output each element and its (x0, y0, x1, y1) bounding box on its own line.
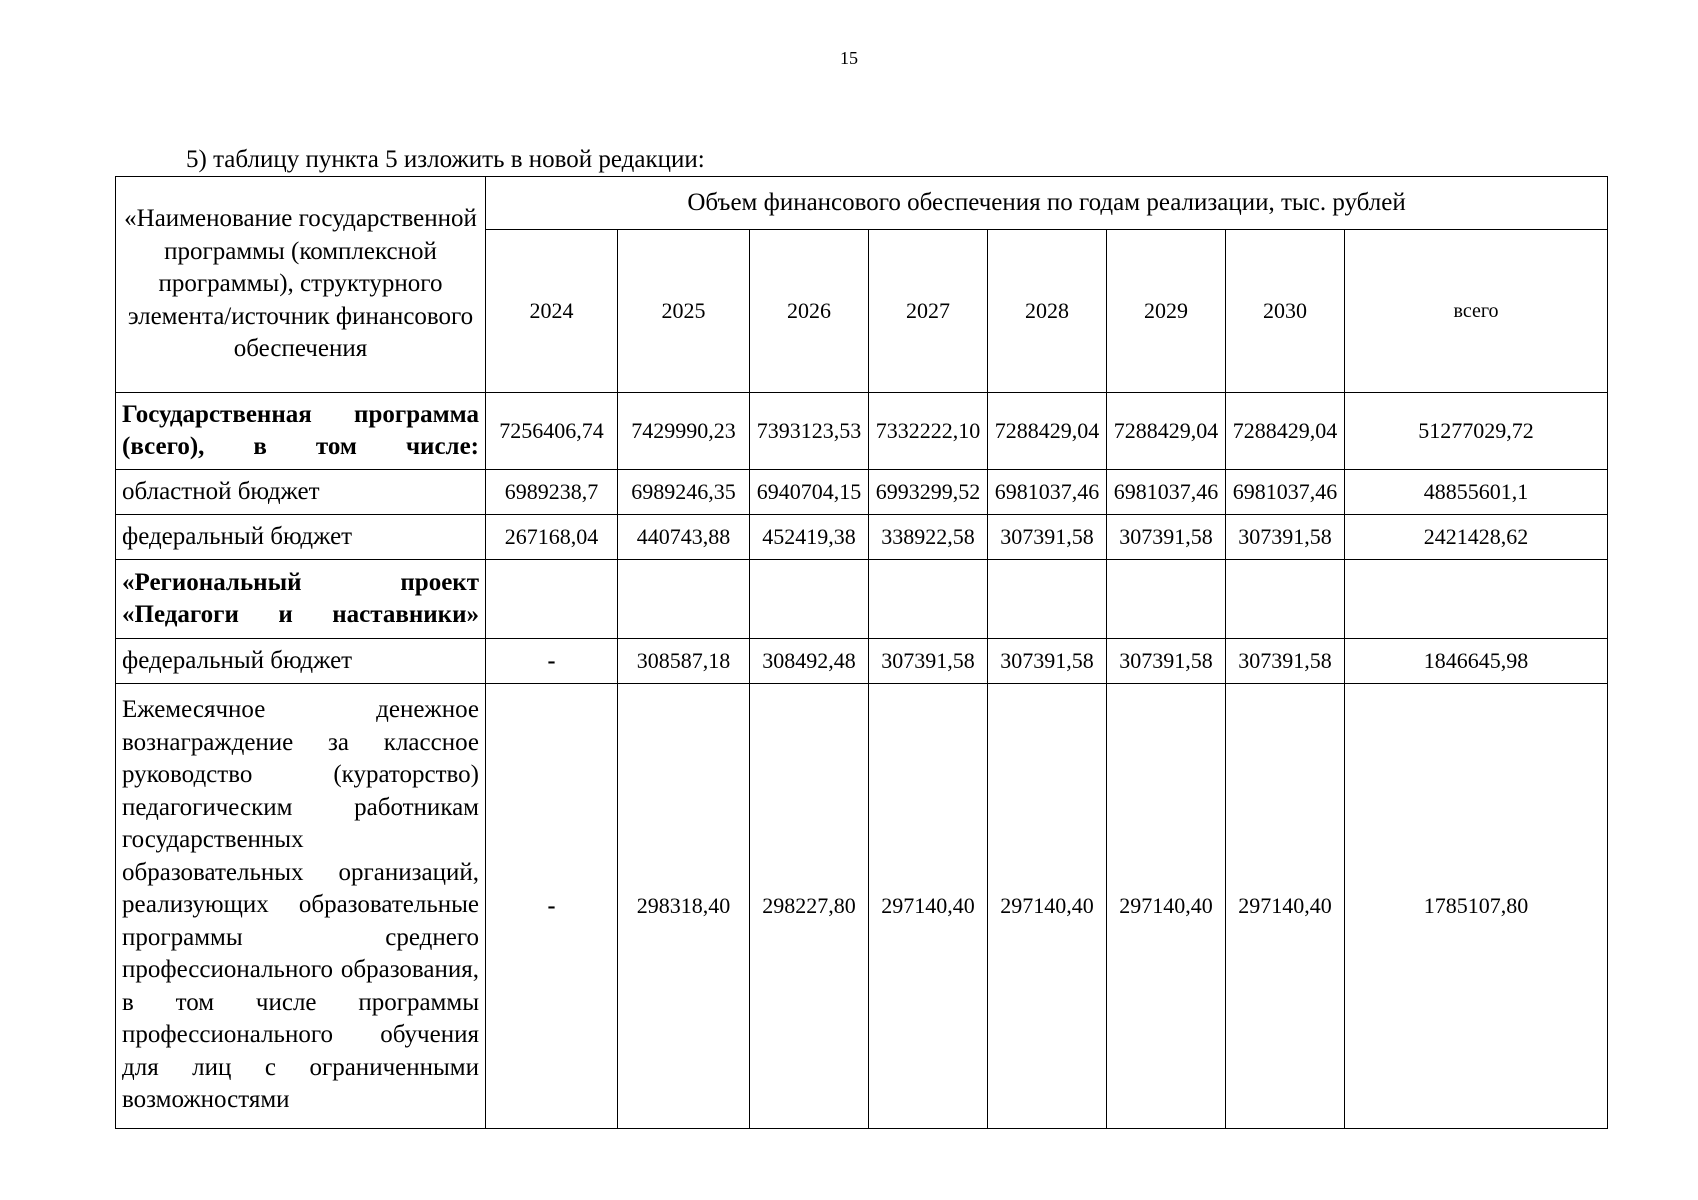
year-header: 2028 (988, 230, 1107, 393)
value-cell (1107, 560, 1226, 639)
value-cell: 307391,58 (988, 639, 1107, 684)
table-row (116, 560, 1608, 639)
value-cell: 6940704,15 (750, 470, 869, 515)
value-cell: 6981037,46 (1226, 470, 1345, 515)
table-row (116, 515, 1608, 560)
year-header: 2026 (750, 230, 869, 393)
total-header: всего (1345, 230, 1608, 393)
value-cell: 297140,40 (869, 684, 988, 1129)
value-cell: 307391,58 (869, 639, 988, 684)
value-cell (1226, 560, 1345, 639)
value-cell: 308492,48 (750, 639, 869, 684)
name-column-header: «Наименование государственной программы (комплексной программы), структурного элемента/источник финансового обеспечения (116, 177, 486, 393)
value-cell: 7393123,53 (750, 393, 869, 470)
value-cell: - (486, 684, 618, 1129)
total-cell: 1785107,80 (1345, 684, 1608, 1129)
value-cell: 7332222,10 (869, 393, 988, 470)
row-label: федеральный бюджет (116, 515, 486, 560)
value-cell: 6981037,46 (988, 470, 1107, 515)
value-cell: 297140,40 (1226, 684, 1345, 1129)
value-cell: 6993299,52 (869, 470, 988, 515)
total-cell: 2421428,62 (1345, 515, 1608, 560)
row-label: «Региональный проект «Педагоги и наставники» (116, 560, 486, 639)
value-cell: 6981037,46 (1107, 470, 1226, 515)
value-cell: 298318,40 (618, 684, 750, 1129)
value-cell: 338922,58 (869, 515, 988, 560)
financing-table (115, 176, 1608, 1129)
value-cell: 440743,88 (618, 515, 750, 560)
value-cell (988, 560, 1107, 639)
total-cell: 51277029,72 (1345, 393, 1608, 470)
value-cell: 7288429,04 (988, 393, 1107, 470)
page-number: 15 (840, 48, 858, 68)
value-cell: 6989246,35 (618, 470, 750, 515)
value-cell (486, 560, 618, 639)
value-cell: 297140,40 (1107, 684, 1226, 1129)
year-header: 2024 (486, 230, 618, 393)
table-row (116, 393, 1608, 470)
intro-text: 5) таблицу пункта 5 изложить в новой редакции: (186, 146, 705, 173)
year-header: 2027 (869, 230, 988, 393)
value-cell: 298227,80 (750, 684, 869, 1129)
value-cell: 6989238,7 (486, 470, 618, 515)
year-header: 2030 (1226, 230, 1345, 393)
total-cell (1345, 560, 1608, 639)
value-cell: 267168,04 (486, 515, 618, 560)
table-row (116, 470, 1608, 515)
table-row (116, 639, 1608, 684)
row-label: Ежемесячное денежное вознаграждение за классное руководство (кураторство) педагогическим работникам государственных образовательных организаций, реализующих образовательные программы среднего профессионального образования, в том числе программы профессионального обучения для лиц с ограниченными возможностями (116, 684, 486, 1129)
total-cell: 48855601,1 (1345, 470, 1608, 515)
year-header: 2029 (1107, 230, 1226, 393)
table-row (116, 684, 1608, 1129)
value-cell: 7429990,23 (618, 393, 750, 470)
value-cell (750, 560, 869, 639)
value-cell: 307391,58 (1107, 639, 1226, 684)
value-cell: 307391,58 (988, 515, 1107, 560)
value-cell (618, 560, 750, 639)
row-label: областной бюджет (116, 470, 486, 515)
value-cell: 307391,58 (1107, 515, 1226, 560)
value-cell: 7288429,04 (1226, 393, 1345, 470)
value-cell: 307391,58 (1226, 515, 1345, 560)
value-cell: 307391,58 (1226, 639, 1345, 684)
value-cell: - (486, 639, 618, 684)
value-cell (869, 560, 988, 639)
funding-volume-header: Объем финансового обеспечения по годам реализации, тыс. рублей (486, 177, 1608, 230)
value-cell: 7256406,74 (486, 393, 618, 470)
row-label: Государственная программа (всего), в том числе: (116, 393, 486, 470)
value-cell: 308587,18 (618, 639, 750, 684)
value-cell: 7288429,04 (1107, 393, 1226, 470)
total-cell: 1846645,98 (1345, 639, 1608, 684)
row-label: федеральный бюджет (116, 639, 486, 684)
year-header: 2025 (618, 230, 750, 393)
value-cell: 452419,38 (750, 515, 869, 560)
value-cell: 297140,40 (988, 684, 1107, 1129)
